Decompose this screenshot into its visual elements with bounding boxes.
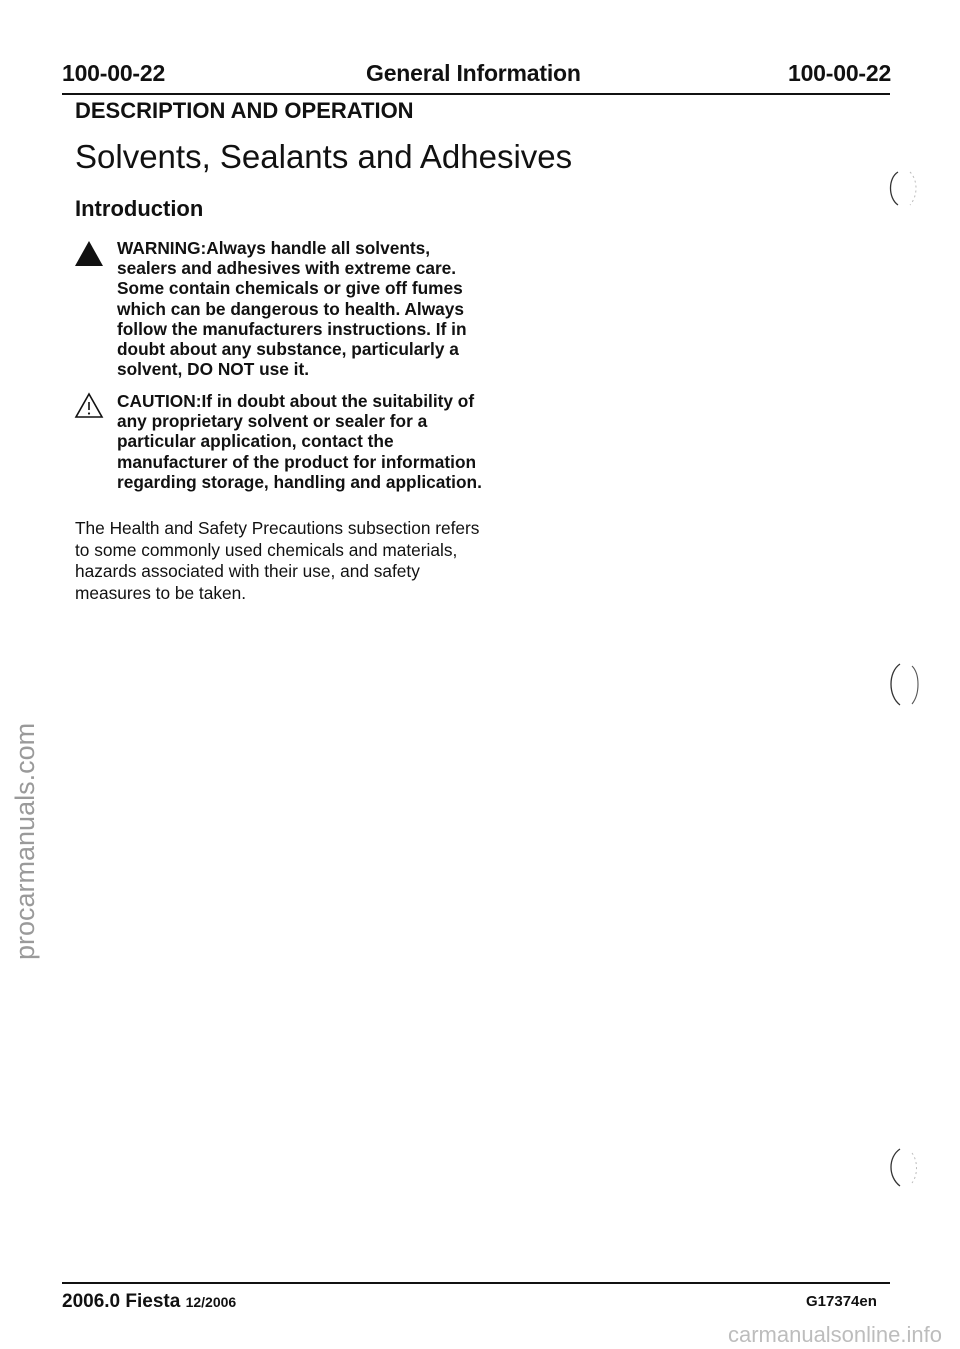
section-title: DESCRIPTION AND OPERATION	[75, 98, 414, 123]
header-left-code: 100-00-22	[62, 60, 166, 86]
side-watermark: procarmanuals.com	[10, 722, 40, 960]
warning-notice: WARNING:Always handle all solvents, sealers and adhesives with extreme care. Some contain chemicals or give off fumes which can be dangerous to health. Always follow the manufacturers instructions. If in doubt about any substance, particularly a solvent, DO NOT use it.	[117, 238, 467, 380]
footer-rule	[62, 1282, 890, 1284]
caution-triangle-outline-icon	[74, 392, 104, 424]
footer-date: 12/2006	[185, 1294, 237, 1310]
binder-hole-mark-icon	[884, 168, 924, 215]
page-title: Solvents, Sealants and Adhesives	[75, 138, 573, 175]
bottom-watermark: carmanualsonline.info	[727, 1322, 942, 1347]
header-rule	[62, 93, 890, 95]
warning-triangle-filled-icon	[74, 240, 104, 272]
header-right-code: 100-00-22	[788, 60, 892, 86]
binder-hole-mark-icon	[884, 1145, 924, 1196]
header-title: General Information	[366, 60, 581, 86]
binder-hole-mark-icon	[884, 660, 924, 715]
caution-notice: CAUTION:If in doubt about the suitability of any proprietary solvent or sealer for a particular application, contact the manufacturer of the product for information regarding storage, handling and application.	[117, 391, 482, 492]
footer-code: G17374en	[806, 1293, 877, 1310]
footer-model	[62, 1291, 236, 1313]
introduction-heading: Introduction	[75, 196, 204, 221]
body-paragraph: The Health and Safety Precautions subsection refers to some commonly used chemicals and materials, hazards associated with their use, and safety measures to be taken.	[75, 518, 480, 603]
footer-model-name: 2006.0 Fiesta	[62, 1291, 181, 1312]
